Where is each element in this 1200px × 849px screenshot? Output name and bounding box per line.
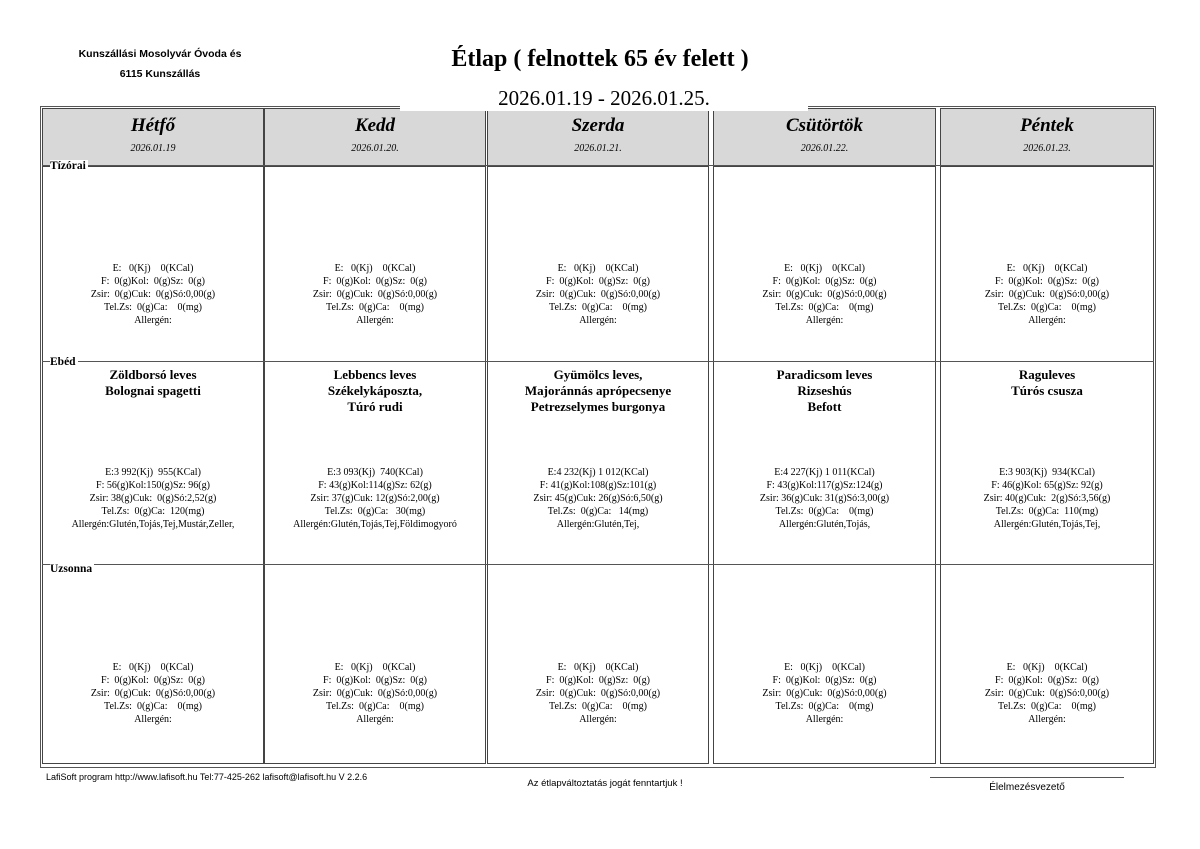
dish-name: Túrós csusza xyxy=(1011,383,1083,398)
nutrition-line: F: 46(g)Kol: 65(g)Sz: 92(g) xyxy=(991,480,1103,491)
footer-signature: Élelmezésvezető xyxy=(989,782,1065,793)
day-date: 2026.01.19 xyxy=(130,143,176,154)
nutrition-line: Zsir: 0(g)Cuk: 0(g)Só:0,00(g) xyxy=(762,289,887,300)
row-divider-ebed xyxy=(42,361,1154,362)
nutrition-line: E: 0(Kj) 0(KCal) xyxy=(784,263,865,274)
nutrition-line: F: 43(g)Kol:117(g)Sz:124(g) xyxy=(766,480,883,491)
dish-name: Túró rudi xyxy=(347,399,403,414)
signature-line xyxy=(930,777,1124,778)
footer-program-info: LafiSoft program http://www.lafisoft.hu Tel:77-425-262 lafisoft@lafisoft.hu V 2.2.6 xyxy=(46,772,368,782)
day-name: Csütörtök xyxy=(785,115,864,136)
nutrition-info xyxy=(42,262,264,327)
dish-list xyxy=(487,367,709,415)
footer-notice: Az étlapváltoztatás jogát fenntartjuk ! xyxy=(527,778,683,789)
nutrition-info xyxy=(42,661,264,726)
nutrition-line: F: 0(g)Kol: 0(g)Sz: 0(g) xyxy=(995,276,1099,287)
nutrition-line: Zsir: 37(g)Cuk: 12(g)Só:2,00(g) xyxy=(310,493,440,504)
day-name: Péntek xyxy=(1020,115,1074,136)
nutrition-line: E: 0(Kj) 0(KCal) xyxy=(557,662,639,673)
nutrition-info xyxy=(940,661,1154,726)
nutrition-line: F: 0(g)Kol: 0(g)Sz: 0(g) xyxy=(323,276,427,287)
dish-name: Paradicsom leves xyxy=(776,367,873,382)
nutrition-line: Zsir: 0(g)Cuk: 0(g)Só:0,00(g) xyxy=(984,688,1110,699)
nutrition-line: Zsir: 38(g)Cuk: 0(g)Só:2,52(g) xyxy=(89,493,217,504)
nutrition-info xyxy=(487,661,709,726)
nutrition-line: E:4 227(Kj) 1 011(KCal) xyxy=(774,467,875,478)
nutrition-line: Allergén:Glutén,Tojás,Tej,Földimogyoró xyxy=(293,519,457,530)
nutrition-info xyxy=(42,466,264,531)
nutrition-line: Zsir: 0(g)Cuk: 0(g)Só:0,00(g) xyxy=(312,688,438,699)
institution-line-2: 6115 Kunszállás xyxy=(119,68,201,80)
nutrition-line: E: 0(Kj) 0(KCal) xyxy=(1006,263,1088,274)
row-divider-tizorai xyxy=(42,165,1154,166)
meal-type-ebed: Ebéd xyxy=(50,356,76,368)
day-header xyxy=(714,109,935,167)
nutrition-line: F: 0(g)Kol: 0(g)Sz: 0(g) xyxy=(546,276,650,287)
nutrition-line: Zsir: 0(g)Cuk: 0(g)Só:0,00(g) xyxy=(312,289,438,300)
nutrition-line: Zsir: 36(g)Cuk: 31(g)Só:3,00(g) xyxy=(759,493,890,504)
nutrition-line: Zsir: 0(g)Cuk: 0(g)Só:0,00(g) xyxy=(762,688,887,699)
nutrition-line: Allergén: xyxy=(356,315,394,326)
dish-name: Raguleves xyxy=(1018,367,1076,382)
nutrition-info xyxy=(264,262,486,327)
day-header xyxy=(265,109,485,167)
nutrition-line: Tel.Zs: 0(g)Ca: 0(mg) xyxy=(998,701,1096,712)
day-date: 2026.01.20. xyxy=(351,143,399,154)
dish-name: Gyümölcs leves, xyxy=(553,367,643,382)
nutrition-line: F: 0(g)Kol: 0(g)Sz: 0(g) xyxy=(101,675,205,686)
nutrition-info xyxy=(940,262,1154,327)
dish-name: Lebbencs leves xyxy=(333,367,417,382)
nutrition-line: Zsir: 0(g)Cuk: 0(g)Só:0,00(g) xyxy=(535,688,661,699)
nutrition-line: Allergén: xyxy=(134,714,172,725)
nutrition-line: Tel.Zs: 0(g)Ca: 0(mg) xyxy=(104,302,202,313)
nutrition-line: Zsir: 0(g)Cuk: 0(g)Só:0,00(g) xyxy=(535,289,661,300)
nutrition-line: Allergén: xyxy=(579,315,617,326)
nutrition-line: F: 0(g)Kol: 0(g)Sz: 0(g) xyxy=(323,675,427,686)
nutrition-line: Allergén: xyxy=(579,714,617,725)
nutrition-line: E:4 232(Kj) 1 012(KCal) xyxy=(547,467,649,478)
dish-name: Majoránnás aprópecsenye xyxy=(524,383,672,398)
dish-name: Petrezselymes burgonya xyxy=(530,399,666,414)
nutrition-info xyxy=(940,466,1154,531)
nutrition-info xyxy=(264,661,486,726)
nutrition-line: Tel.Zs: 0(g)Ca: 0(mg) xyxy=(326,701,424,712)
institution-line-1: Kunszállási Mosolyvár Óvoda és xyxy=(78,48,242,60)
meal-type-uzsonna: Uzsonna xyxy=(50,563,93,575)
nutrition-line: Allergén:Glutén,Tojás,Tej, xyxy=(993,519,1101,530)
day-header xyxy=(488,109,708,167)
nutrition-line: E: 0(Kj) 0(KCal) xyxy=(112,263,194,274)
day-name: Hétfő xyxy=(130,115,176,136)
nutrition-line: E: 0(Kj) 0(KCal) xyxy=(334,263,416,274)
nutrition-line: Allergén: xyxy=(1028,315,1066,326)
nutrition-line: Allergén:Glutén,Tojás,Tej,Mustár,Zeller, xyxy=(71,519,235,530)
nutrition-info xyxy=(713,262,936,327)
date-range: 2026.01.19 - 2026.01.25. xyxy=(400,86,808,111)
nutrition-line: Allergén: xyxy=(1028,714,1066,725)
nutrition-line: Tel.Zs: 0(g)Ca: 0(mg) xyxy=(998,302,1096,313)
day-date: 2026.01.23. xyxy=(1023,143,1071,154)
nutrition-line: Tel.Zs: 0(g)Ca: 0(mg) xyxy=(326,302,424,313)
page-title: Étlap ( felnottek 65 év felett ) xyxy=(451,46,749,72)
nutrition-line: Allergén: xyxy=(356,714,394,725)
nutrition-info xyxy=(264,466,486,531)
nutrition-line: E: 0(Kj) 0(KCal) xyxy=(557,263,639,274)
nutrition-line: Tel.Zs: 0(g)Ca: 120(mg) xyxy=(101,506,205,517)
nutrition-line: Zsir: 0(g)Cuk: 0(g)Só:0,00(g) xyxy=(90,289,216,300)
dish-list xyxy=(42,367,264,399)
nutrition-line: E:3 093(Kj) 740(KCal) xyxy=(327,467,423,478)
dish-list xyxy=(940,367,1154,399)
nutrition-line: F: 0(g)Kol: 0(g)Sz: 0(g) xyxy=(101,276,205,287)
nutrition-line: F: 41(g)Kol:108(g)Sz:101(g) xyxy=(539,480,657,491)
nutrition-line: Tel.Zs: 0(g)Ca: 110(mg) xyxy=(995,506,1099,517)
institution-name xyxy=(40,44,280,84)
nutrition-line: E: 0(Kj) 0(KCal) xyxy=(784,662,865,673)
nutrition-line: Zsir: 45(g)Cuk: 26(g)Só:6,50(g) xyxy=(533,493,663,504)
nutrition-line: E: 0(Kj) 0(KCal) xyxy=(334,662,416,673)
nutrition-line: Tel.Zs: 0(g)Ca: 0(mg) xyxy=(775,506,874,517)
day-header xyxy=(43,109,263,167)
dish-list xyxy=(264,367,486,415)
nutrition-line: Tel.Zs: 0(g)Ca: 0(mg) xyxy=(775,302,874,313)
nutrition-line: Tel.Zs: 0(g)Ca: 0(mg) xyxy=(775,701,874,712)
nutrition-line: Tel.Zs: 0(g)Ca: 0(mg) xyxy=(549,302,647,313)
day-name: Szerda xyxy=(571,115,625,136)
nutrition-line: Allergén: xyxy=(805,714,844,725)
nutrition-line: Zsir: 0(g)Cuk: 0(g)Só:0,00(g) xyxy=(90,688,216,699)
dish-name: Székelykáposzta, xyxy=(327,383,423,398)
dish-name: Rizseshús xyxy=(797,383,852,398)
dish-list xyxy=(713,367,936,415)
nutrition-line: Allergén:Glutén,Tej, xyxy=(556,519,640,530)
nutrition-line: Allergén: xyxy=(134,315,172,326)
nutrition-line: Tel.Zs: 0(g)Ca: 0(mg) xyxy=(104,701,202,712)
nutrition-info xyxy=(713,661,936,726)
dish-name: Zöldborsó leves xyxy=(109,367,197,382)
nutrition-info xyxy=(713,466,936,531)
nutrition-line: F: 0(g)Kol: 0(g)Sz: 0(g) xyxy=(546,675,650,686)
nutrition-line: F: 0(g)Kol: 0(g)Sz: 0(g) xyxy=(772,675,877,686)
nutrition-line: E:3 992(Kj) 955(KCal) xyxy=(105,467,201,478)
row-divider-uzsonna xyxy=(42,564,1154,565)
nutrition-line: Allergén:Glutén,Tojás, xyxy=(778,519,871,530)
dish-name: Bolognai spagetti xyxy=(105,383,201,398)
nutrition-line: Tel.Zs: 0(g)Ca: 30(mg) xyxy=(324,506,426,517)
day-date: 2026.01.21. xyxy=(574,143,622,154)
meal-type-tizorai: Tízórai xyxy=(50,160,86,172)
nutrition-line: F: 56(g)Kol:150(g)Sz: 96(g) xyxy=(96,480,210,491)
nutrition-line: Allergén: xyxy=(805,315,844,326)
nutrition-line: Tel.Zs: 0(g)Ca: 0(mg) xyxy=(549,701,647,712)
nutrition-info xyxy=(487,466,709,531)
nutrition-line: F: 0(g)Kol: 0(g)Sz: 0(g) xyxy=(772,276,877,287)
nutrition-line: E: 0(Kj) 0(KCal) xyxy=(112,662,194,673)
day-header xyxy=(941,109,1153,167)
nutrition-line: E: 0(Kj) 0(KCal) xyxy=(1006,662,1088,673)
nutrition-line: Zsir: 40(g)Cuk: 2(g)Só:3,56(g) xyxy=(983,493,1111,504)
nutrition-line: F: 0(g)Kol: 0(g)Sz: 0(g) xyxy=(995,675,1099,686)
nutrition-line: F: 43(g)Kol:114(g)Sz: 62(g) xyxy=(318,480,432,491)
nutrition-line: Zsir: 0(g)Cuk: 0(g)Só:0,00(g) xyxy=(984,289,1110,300)
dish-name: Befott xyxy=(807,399,842,414)
nutrition-line: E:3 903(Kj) 934(KCal) xyxy=(999,467,1095,478)
nutrition-line: Tel.Zs: 0(g)Ca: 14(mg) xyxy=(547,506,649,517)
day-name: Kedd xyxy=(354,115,396,136)
nutrition-info xyxy=(487,262,709,327)
day-date: 2026.01.22. xyxy=(800,143,849,154)
